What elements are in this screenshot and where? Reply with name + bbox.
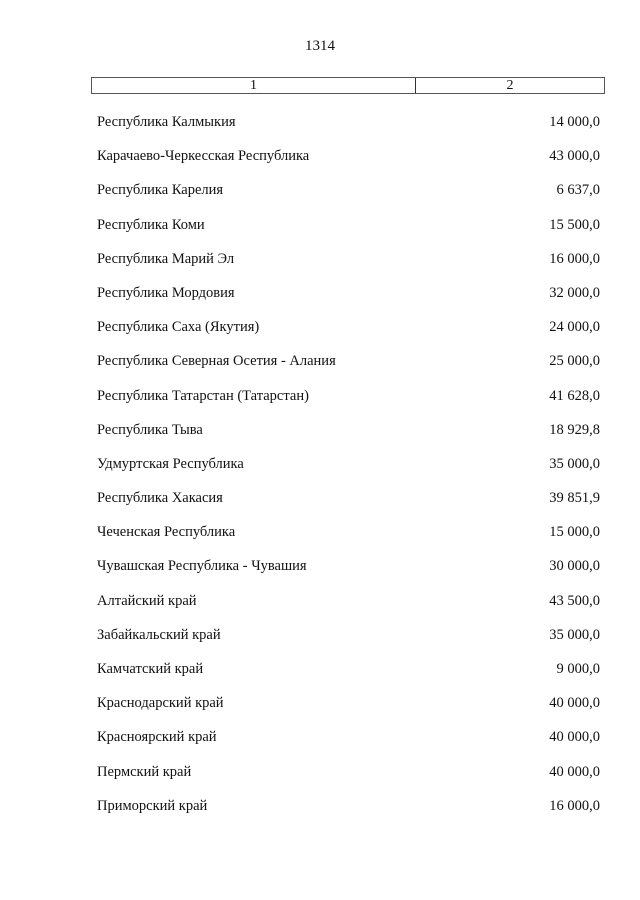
amount-value: 41 628,0 bbox=[549, 387, 600, 404]
table-row bbox=[0, 215, 640, 249]
amount-value: 24 000,0 bbox=[549, 319, 600, 336]
amount-value: 40 000,0 bbox=[549, 695, 600, 712]
region-name: Республика Татарстан (Татарстан) bbox=[97, 387, 309, 404]
amount-value: 6 637,0 bbox=[556, 182, 600, 199]
region-name: Республика Мордовия bbox=[97, 284, 235, 301]
table-row bbox=[0, 386, 640, 420]
table-row bbox=[0, 727, 640, 761]
region-name: Республика Коми bbox=[97, 216, 205, 233]
table-body bbox=[0, 112, 640, 830]
region-name: Республика Карелия bbox=[97, 182, 224, 199]
region-name: Республика Калмыкия bbox=[97, 114, 236, 130]
region-name: Республика Саха (Якутия) bbox=[97, 319, 260, 336]
table-row bbox=[0, 796, 640, 830]
region-name: Республика Марий Эл bbox=[97, 250, 235, 267]
amount-value: 16 000,0 bbox=[549, 250, 600, 267]
amount-value: 35 000,0 bbox=[549, 455, 600, 472]
table-row bbox=[0, 180, 640, 214]
amount-value: 16 000,0 bbox=[549, 797, 600, 814]
table-row bbox=[0, 556, 640, 590]
table-row bbox=[0, 454, 640, 488]
region-name: Удмуртская Республика bbox=[97, 455, 244, 472]
amount-value: 14 000,0 bbox=[549, 114, 600, 130]
table-row bbox=[0, 659, 640, 693]
table-row bbox=[0, 591, 640, 625]
region-name: Чувашская Республика - Чувашия bbox=[97, 558, 307, 575]
region-name: Республика Тыва bbox=[97, 421, 203, 438]
table-row bbox=[0, 488, 640, 522]
region-name: Карачаево-Черкесская Республика bbox=[97, 148, 310, 165]
amount-value: 15 500,0 bbox=[549, 216, 600, 233]
amount-value: 9 000,0 bbox=[556, 661, 600, 677]
amount-value: 35 000,0 bbox=[549, 626, 600, 643]
column-header-2: 2 bbox=[506, 77, 514, 93]
table-row bbox=[0, 693, 640, 727]
amount-value: 43 000,0 bbox=[549, 148, 600, 165]
column-header-1: 1 bbox=[92, 78, 416, 93]
table-row bbox=[0, 249, 640, 283]
amount-value: 25 000,0 bbox=[549, 353, 600, 370]
table-row bbox=[0, 420, 640, 454]
region-name: Камчатский край bbox=[97, 661, 204, 677]
table-row bbox=[0, 351, 640, 385]
amount-value: 40 000,0 bbox=[549, 729, 600, 746]
amount-value: 40 000,0 bbox=[549, 763, 600, 780]
region-name: Краснодарский край bbox=[97, 695, 224, 712]
amount-value: 18 929,8 bbox=[549, 421, 600, 438]
amount-value: 30 000,0 bbox=[549, 558, 600, 575]
table-row bbox=[0, 625, 640, 659]
region-name: Пермский край bbox=[97, 763, 192, 780]
table-row bbox=[0, 317, 640, 351]
amount-value: 32 000,0 bbox=[549, 284, 600, 301]
page-number: 1314 bbox=[305, 38, 335, 54]
region-name: Республика Хакасия bbox=[97, 490, 223, 507]
region-name: Красноярский край bbox=[97, 729, 217, 746]
table-row bbox=[0, 762, 640, 796]
table-row bbox=[0, 522, 640, 556]
table-row bbox=[0, 283, 640, 317]
table-row bbox=[0, 112, 640, 146]
region-name: Алтайский край bbox=[97, 592, 197, 609]
region-name: Республика Северная Осетия - Алания bbox=[97, 353, 336, 370]
region-name: Забайкальский край bbox=[97, 626, 221, 643]
table-header bbox=[91, 77, 605, 94]
region-name: Чеченская Республика bbox=[97, 524, 236, 541]
amount-value: 39 851,9 bbox=[549, 490, 600, 507]
region-name: Приморский край bbox=[97, 797, 208, 814]
table-row bbox=[0, 146, 640, 180]
amount-value: 15 000,0 bbox=[549, 524, 600, 541]
amount-value: 43 500,0 bbox=[549, 592, 600, 609]
